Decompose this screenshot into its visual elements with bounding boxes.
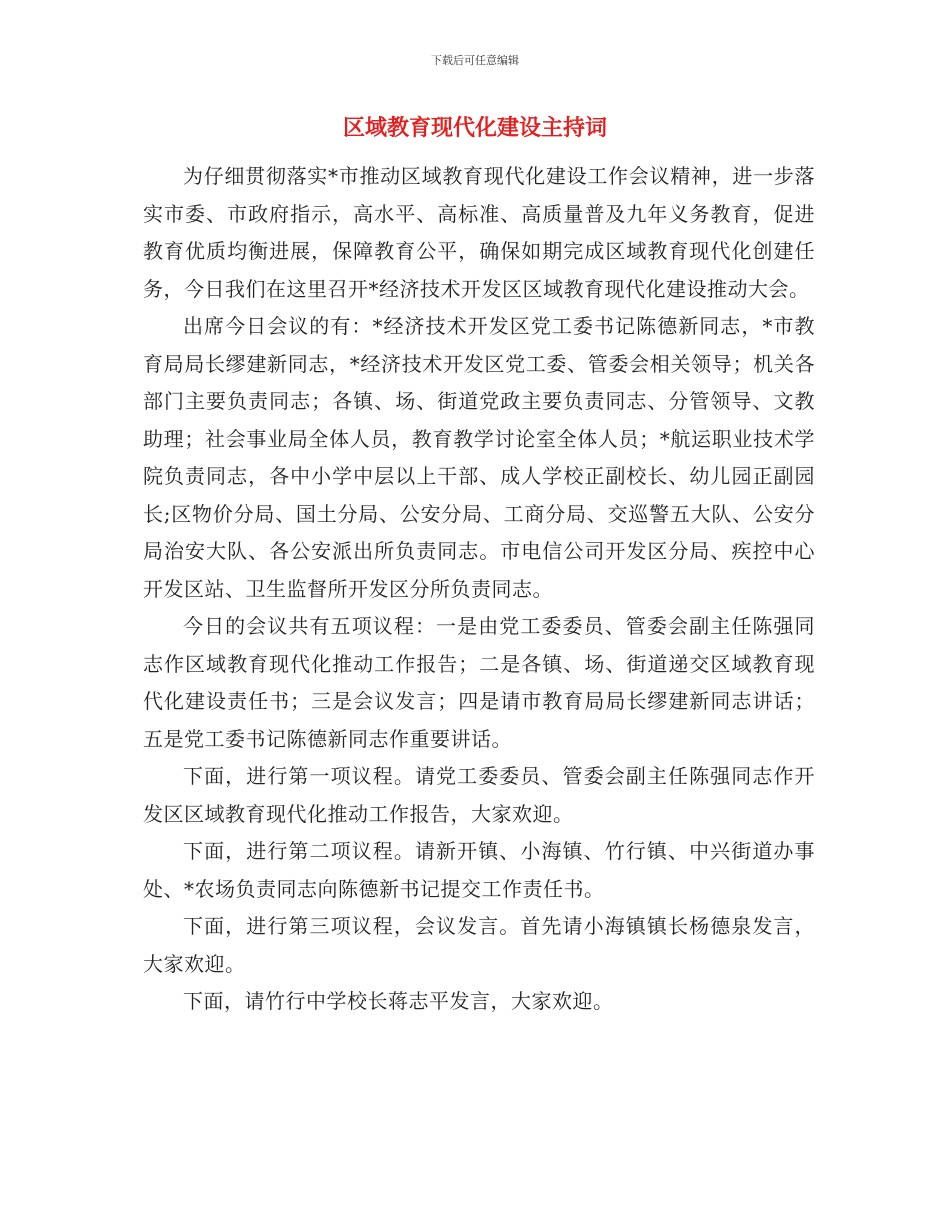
paragraph-agenda-item-2: 下面，进行第二项议程。请新开镇、小海镇、竹行镇、中兴街道办事处、*农场负责同志向陈德新书记提交工作责任书。	[143, 839, 815, 901]
paragraph-agenda: 今日的会议共有五项议程：一是由党工委委员、管委会副主任陈强同志作区域教育现代化推动工作报告；二是各镇、场、街道递交区域教育现代化建设责任书；三是会议发言；四是请市教育局局长缪建新同志讲话；五是党工委书记陈德新同志作重要讲话。	[143, 614, 815, 751]
paragraph-agenda-item-1: 下面，进行第一项议程。请党工委委员、管委会副主任陈强同志作开发区区域教育现代化推动工作报告，大家欢迎。	[143, 764, 815, 826]
page-header: 下载后可任意编辑	[431, 54, 519, 67]
paragraph-agenda-item-3: 下面，进行第三项议程，会议发言。首先请小海镇镇长杨德泉发言，大家欢迎。	[143, 914, 815, 976]
paragraph-intro: 为仔细贯彻落实*市推动区域教育现代化建设工作会议精神，进一步落实市委、市政府指示，高水平、高标准、高质量普及九年义务教育，促进教育优质均衡进展，保障教育公平，确保如期完成区域教育现代化创建任务，今日我们在这里召开*经济技术开发区区域教育现代化建设推动大会。	[143, 164, 815, 301]
paragraph-attendees: 出席今日会议的有：*经济技术开发区党工委书记陈德新同志，*市教育局局长缪建新同志，*经济技术开发区党工委、管委会相关领导；机关各部门主要负责同志；各镇、场、街道党政主要负责同志、分管领导、文教助理；社会事业局全体人员，教育教学讨论室全体人员；*航运职业技术学院负责同志，各中小学中层以上干部、成人学校正副校长、幼儿园正副园长;区物价分局、国土分局、公安分局、工商分局、交巡警五大队、公安分局治安大队、各公安派出所负责同志。市电信公司开发区分局、疾控中心开发区站、卫生监督所开发区分所负责同志。	[143, 314, 815, 601]
document-body	[143, 158, 815, 1021]
document-title: 区域教育现代化建设主持词	[342, 115, 607, 141]
paragraph-speaker: 下面，请竹行中学校长蒋志平发言，大家欢迎。	[183, 989, 614, 1013]
